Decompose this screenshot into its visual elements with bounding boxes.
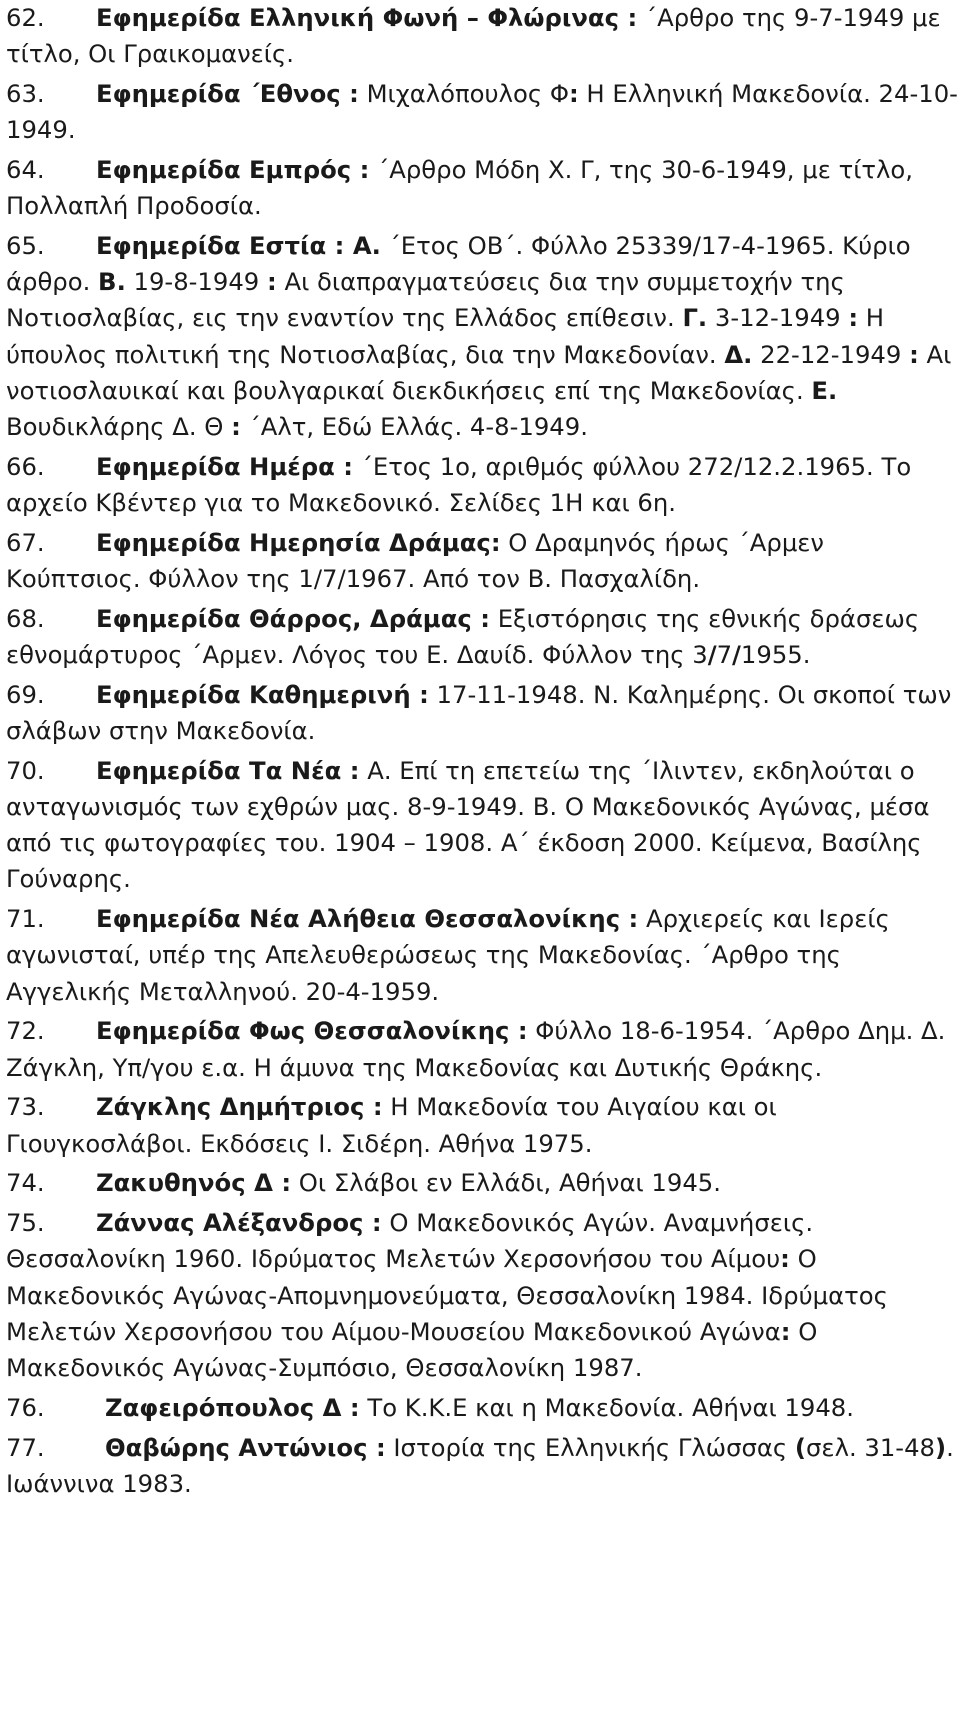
entry-number: 65. xyxy=(6,231,45,260)
entry-text: Εξιστόρησις της εθνικής δράσεως εθνομάρτυρος ΄Αρμεν. Λόγος του Ε. Δαυίδ. Φύλλον της 3 xyxy=(6,603,920,670)
entry-text: 3-12-1949 xyxy=(707,303,849,333)
entry-text: ΄Ετος ΟΒ΄. Φύλλο 25339/17-4-1965. Κύριο άρθρο. xyxy=(6,231,911,297)
entry-bold-text: Εφημερίδα Ημέρα : xyxy=(96,451,354,481)
bibliography-entry xyxy=(6,1390,960,1426)
entry-number: 68. xyxy=(6,603,45,633)
entry-text: 22-12-1949 xyxy=(752,339,910,369)
entry-number: 73. xyxy=(6,1092,45,1122)
entry-number: 76. xyxy=(6,1392,45,1422)
entry-bold-text: Εφημερίδα Εμπρός : xyxy=(96,155,370,184)
entry-bold-text: Γ. xyxy=(682,303,708,333)
entry-text: ΄Αρθρο Μόδη Χ. Γ, της 30-6-1949, με τίτλο, Πολλαπλή Προδοσία. xyxy=(6,155,914,221)
entry-number: 70. xyxy=(6,755,45,785)
entry-bold-text: Β. xyxy=(98,267,126,297)
entry-text: Η Ελληνική Μακεδονία. 24-10-1949. xyxy=(6,79,958,145)
bibliography-entry xyxy=(6,753,960,898)
entry-bold-text: Ζάννας Αλέξανδρος : xyxy=(96,1208,382,1238)
entry-text: ΄Αλτ, Εδώ Ελλάς. 4-8-1949. xyxy=(240,412,588,442)
entry-number: 71. xyxy=(6,904,45,934)
entry-bold-text: Εφημερίδα Καθημερινή : xyxy=(96,679,429,709)
entry-bold-text: : xyxy=(909,339,919,369)
entry-text: Ο Μακεδονικός Αγώνας-Απομνημονεύματα, Θεσσαλονίκη 1984. Ιδρύματος Μελετών Χερσονήσου του Αίμου-Μουσείου Μακεδονικού Αγώνα xyxy=(6,1244,888,1346)
entry-text: ΄Αρθρο της 9-7-1949 με τίτλο, Οι Γραικομανείς. xyxy=(6,3,941,69)
entry-bold-text: Ζαφειρόπουλος Δ : xyxy=(105,1392,360,1422)
entry-bold-text: Εφημερίδα Νέα Αλήθεια Θεσσαλονίκης : xyxy=(96,904,639,934)
entry-text: Ο Δραμηνός ήρως ΄Αρμεν Κούπτσιος. Φύλλον της 1/7/1967. Από τον Β. Πασχαλίδη. xyxy=(6,527,824,594)
entry-text: Ο Μακεδονικός Αγώνας-Συμπόσιο, Θεσσαλονίκη 1987. xyxy=(6,1316,818,1383)
bibliography-entry xyxy=(6,1089,960,1161)
entry-text: Η Μακεδονία του Αιγαίου και οι Γιουγκοσλάβοι. Εκδόσεις Ι. Σιδέρη. Αθήνα 1975. xyxy=(6,1092,777,1158)
entry-text: Η ύπουλος πολιτική της Νοτιοσλαβίας, δια την Μακεδονίαν. xyxy=(6,303,885,369)
entry-number: 74. xyxy=(6,1168,45,1198)
entry-bold-text: Εφημερίδα Τα Νέα : xyxy=(96,755,360,785)
entry-text: Το Κ.Κ.Ε και η Μακεδονία. Αθήναι 1948. xyxy=(359,1392,854,1422)
entry-bold-text: : xyxy=(780,1316,791,1346)
entry-bold-text: : xyxy=(848,303,859,333)
entry-bold-text: ) xyxy=(935,1432,947,1462)
entry-bold-text: Εφημερίδα Φως Θεσσαλονίκης : xyxy=(96,1016,528,1046)
entry-number: 66. xyxy=(6,451,45,481)
entry-bold-text: Εφημερίδα Θάρρος, Δράμας : xyxy=(96,603,490,633)
entry-number: 64. xyxy=(6,155,45,184)
bibliography-entry xyxy=(6,152,960,224)
entry-number: 62. xyxy=(6,3,45,32)
entry-text: 1955. xyxy=(740,640,811,670)
entry-text: 19-8-1949 xyxy=(125,267,267,297)
entry-text: 7 xyxy=(716,640,733,670)
entry-bold-text: : xyxy=(231,412,241,442)
entry-bold-text: Ε. xyxy=(811,375,838,405)
entry-text: Οι Σλάβοι εν Ελλάδι, Αθήναι 1945. xyxy=(291,1168,721,1198)
entry-text: Αι νοτιοσλαυικαί και βουλγαρικαί διεκδικήσεις επί της Μακεδονίας. xyxy=(6,339,952,405)
entry-bold-text: : xyxy=(780,1244,790,1274)
entry-bold-text: Ζάγκλης Δημήτριος : xyxy=(96,1092,383,1122)
entry-number: 69. xyxy=(6,679,45,709)
bibliography-entry xyxy=(6,677,960,749)
entry-bold-text: Θαβώρης Αντώνιος : xyxy=(105,1432,386,1462)
entry-bold-text: Εφημερίδα Εστία : Α. xyxy=(96,231,381,260)
entry-bold-text: / xyxy=(732,640,741,670)
entry-number: 67. xyxy=(6,527,45,557)
entry-number: 63. xyxy=(6,79,45,108)
entry-bold-text: Εφημερίδα ΄Εθνος : xyxy=(96,79,359,108)
entry-bold-text: Εφημερίδα Ημερησία Δράμας: xyxy=(96,527,501,557)
entry-text: σελ. 31-48 xyxy=(806,1432,935,1462)
entry-bold-text: Εφημερίδα Ελληνική Φωνή – Φλώρινας : xyxy=(96,3,638,32)
entry-text: Φύλλο 18-6-1954. ΄Αρθρο Δημ. Δ. Ζάγκλη, Υπ/γου ε.α. Η άμυνα της Μακεδονίας και Δυτικής Θράκης. xyxy=(6,1016,946,1082)
entry-bold-text: : xyxy=(267,267,277,297)
bibliography-entry xyxy=(6,0,960,72)
bibliography-entry xyxy=(6,449,960,521)
entry-text: 17-11-1948. Ν. Καλημέρης. Οι σκοποί των σλάβων στην Μακεδονία. xyxy=(6,679,952,746)
bibliography-entry xyxy=(6,1430,960,1502)
entry-text: Αρχιερείς και Ιερείς αγωνισταί, υπέρ της Απελευθερώσεως της Μακεδονίας. ΄Αρθρο της Αγγελικής Μεταλληνού. 20-4-1959. xyxy=(6,904,890,1006)
bibliography-entry xyxy=(6,1205,960,1386)
bibliography-entry xyxy=(6,525,960,597)
entry-bold-text: : xyxy=(568,79,579,108)
bibliography-entry xyxy=(6,1013,960,1085)
entry-bold-text: ( xyxy=(794,1432,807,1462)
entry-text: Μιχαλόπουλος Φ xyxy=(358,79,569,108)
bibliography-entry xyxy=(6,228,960,445)
entry-text: Αι διαπραγματεύσεις δια την συμμετοχήν της Νοτιοσλαβίας, εις την εναντίον της Ελλάδος επίθεσιν. xyxy=(6,267,845,333)
bibliography-entry xyxy=(6,1165,960,1201)
bibliography-entry xyxy=(6,901,960,1010)
entry-text: Ο Μακεδονικός Αγών. Αναμνήσεις. Θεσσαλονίκη 1960. Ιδρύματος Μελετών Χερσονήσου του Αίμου xyxy=(6,1208,814,1274)
entry-text: Ιστορία της Ελληνικής Γλώσσας xyxy=(385,1432,795,1462)
entry-bold-text: Ζακυθηνός Δ : xyxy=(96,1168,292,1198)
entry-bold-text: Δ. xyxy=(724,339,753,369)
bibliography-entry xyxy=(6,76,960,148)
entry-number: 72. xyxy=(6,1016,45,1046)
entry-bold-text: / xyxy=(707,640,717,670)
entry-text: . Ιωάννινα 1983. xyxy=(6,1432,954,1498)
entry-text: Α. Επί τη επετείω της ΄Ιλιντεν, εκδηλούται ο ανταγωνισμός των εχθρών μας. 8-9-1949. Β. Ο Μακεδονικός Αγώνας, μέσα από τις φωτογραφίες του. 1904 – 1908. Α΄ έκδοση 2000. Κείμενα, Βασίλης Γούναρης. xyxy=(6,755,930,894)
bibliography-entry xyxy=(6,601,960,673)
entry-text: Βουδικλάρης Δ. Θ xyxy=(6,412,232,442)
entry-text: ΄Ετος 1ο, αριθμός φύλλου 272/12.2.1965. Το αρχείο Κβέντερ για το Μακεδονικό. Σελίδες 1Η και 6η. xyxy=(6,451,912,518)
entry-number: 75. xyxy=(6,1208,45,1238)
entry-number: 77. xyxy=(6,1432,45,1462)
